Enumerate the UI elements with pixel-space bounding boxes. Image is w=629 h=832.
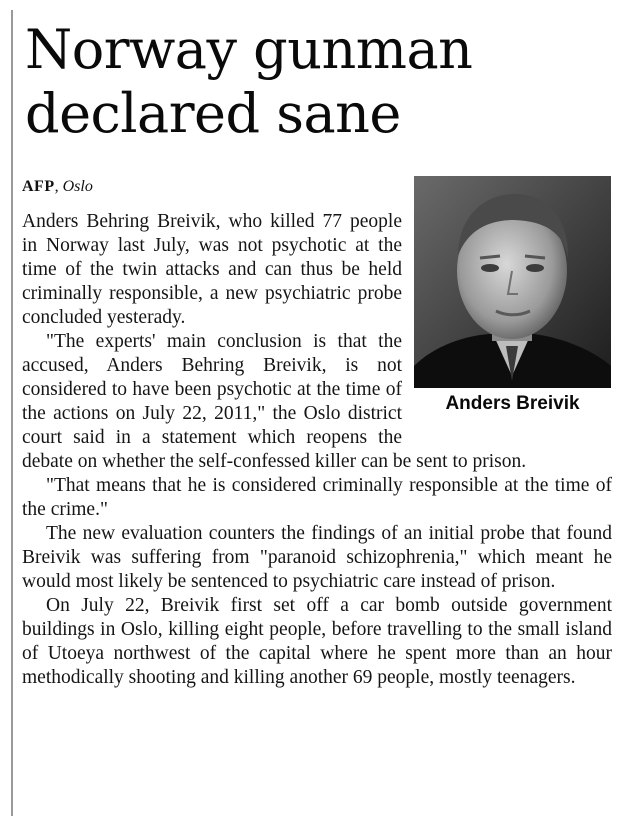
paragraph-3: "That means that he is considered criminally responsible at the time of the crime." [22, 475, 612, 520]
headline: Norway gunman declared sane [25, 18, 473, 145]
byline-agency: AFP [22, 178, 55, 195]
photo-caption: Anders Breivik [445, 393, 580, 414]
byline-separator: , [54, 178, 63, 195]
paragraph-5: On July 22, Breivik first set off a car bomb outside government buildings in Oslo, killing eight people, before travelling to the small island of Utoeya northwest of the capital where he spent more than an hour methodically shooting and killing another 69 people, mostly teenagers. [22, 595, 612, 688]
byline-place: Oslo [62, 178, 93, 195]
paragraph-2: "The experts' main conclusion is that the accused, Anders Behring Breivik, is not considered to have been psychotic at the time of the actions on July 22, 2011," the Oslo district court said in a statement which reopens the debate on whether the self-confessed killer can be sent to prison. [22, 331, 527, 472]
column-rule [11, 10, 13, 816]
byline [22, 178, 93, 196]
photo-float-spacer [402, 210, 612, 438]
paragraph-1: Anders Behring Breivik, who killed 77 people in Norway last July, was not psychotic at the time of the twin attacks and can thus be held criminally responsible, a new psychiatric probe concluded yesterady. [22, 211, 402, 328]
paragraph-4: The new evaluation counters the findings of an initial probe that found Breivik was suffering from "paranoid schizophrenia," which meant he would most likely be sentenced to psychiatric care instead of prison. [22, 523, 612, 592]
article-body [22, 210, 612, 690]
